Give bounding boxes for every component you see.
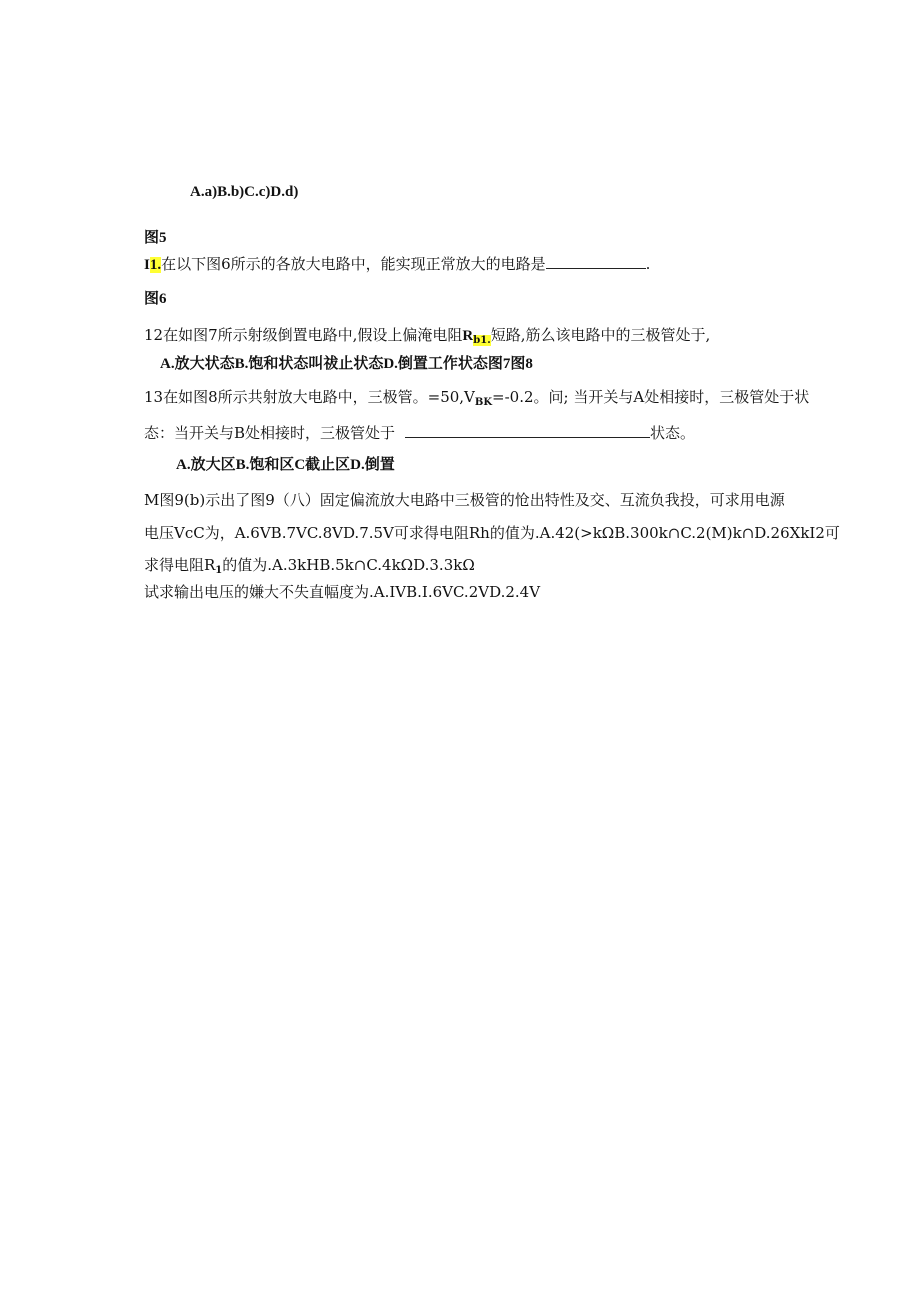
q14-line3-post: 的值为.A.3kHB.5k∩C.4kΩD.3.3kΩ	[222, 556, 475, 574]
question-12	[144, 325, 710, 351]
question-13-line1	[144, 387, 809, 413]
q13-v-subscript: BK	[474, 397, 493, 408]
q12-options: A.放大状态B.饱和状态叫祓止状态D.倒置工作状态图7图8	[160, 356, 533, 372]
q13-text-post: =-0.2。问; 当开关与A处相接时，三极管处于状	[492, 388, 810, 406]
q14-line3	[144, 555, 475, 581]
q10-options: A.a)B.b)C.c)D.d)	[190, 184, 299, 200]
question-11	[144, 254, 650, 275]
q14-line2: 电压VcC为，A.6VB.7VC.8VD.7.5V可求得电阻Rh的值为.A.42(>kΩB.300k∩C.2(M)k∩D.26XkI2可	[144, 524, 840, 542]
q13-answer-blank	[405, 423, 650, 438]
q13-line2-pre: 态：当开关与B处相接时，三极管处于	[144, 424, 396, 442]
q14-line1: M图9(b)示出了图9（八）固定偏流放大电路中三极管的怆出特性及交、互流负我投，可求用电源	[144, 491, 785, 509]
q12-resistor-subscript: b1.	[473, 335, 491, 346]
q13-text-pre: 13在如图8所示共射放大电路中，三极管。=50,V	[144, 388, 475, 406]
q12-text-pre: 12在如图7所示射级倒置电路中,假设上偏淹电阻	[144, 326, 463, 344]
q11-number-prefix: I	[144, 257, 150, 273]
question-13-line2	[144, 423, 695, 443]
q11-number-highlight: 1.	[149, 257, 162, 273]
q12-resistor-symbol: R	[462, 328, 474, 344]
q14-r-subscript: 1	[215, 565, 223, 576]
q14-line3-pre: 求得电阻R	[144, 556, 216, 574]
q13-line2-post: 状态。	[650, 424, 696, 442]
q12-text-post: 短路,筋么该电路中的三极管处于,	[490, 326, 711, 344]
q11-end: .	[645, 255, 651, 273]
q13-options: A.放大区B.饱和区C截止区D.倒置	[176, 457, 395, 473]
figure-6-caption: 图6	[144, 291, 167, 307]
q14-line4: 试求输出电压的嫌大不失直幅度为.A.IVB.I.6VC.2VD.2.4V	[144, 583, 541, 601]
q11-text: 在以下图6所示的各放大电路中，能实现正常放大的电路是	[161, 255, 546, 273]
figure-5-caption: 图5	[144, 230, 167, 246]
q11-answer-blank	[546, 254, 646, 269]
